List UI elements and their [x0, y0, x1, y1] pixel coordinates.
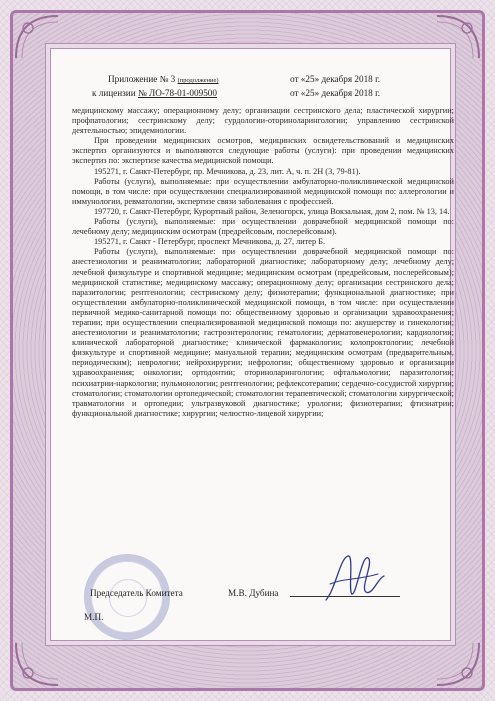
chair-name: М.В. Дубина [228, 588, 279, 598]
address-paragraph: 195271, г. Санкт-Петербург, пр. Мечникова, д. 23, лит. А, ч. п. 2Н (3, 79-81). [94, 166, 361, 176]
appendix-heading [108, 74, 219, 84]
license-heading [92, 88, 217, 98]
paragraph: Работы (услуги), выполняемые: при осуществлении амбулаторно-поликлинической медицинской помощи, в том числе: при осуществлении специализированной медицинской помощи по: аллергологии и иммунологии, ревматологии, экспертизе связи заболевания с профессией. [72, 176, 454, 206]
date-line-1: от «25» декабря 2018 г. [290, 74, 381, 84]
paragraph: При проведении медицинских осмотров, медицинских освидетельствований и медицинских экспертиз организуются и выполняются следующие работы (услуги): при проведении медицинских экспертиз по: экспертизе качества медицинской помощи. [72, 136, 454, 166]
appendix-note: (продолжение) [177, 77, 219, 84]
appendix-prefix: Приложение № 3 [108, 74, 176, 84]
license-prefix: к лицензии [92, 88, 136, 98]
services-text [72, 106, 454, 419]
corner-ornament-icon [14, 641, 60, 687]
stamp-center [109, 579, 147, 617]
corner-ornament-icon [435, 641, 481, 687]
date-line-2: от «25» декабря 2018 г. [290, 88, 381, 98]
paragraph: медицинскому массажу; операционному делу; организации сестринского дела; пластической хирургии; профпатологии; сестринскому делу; сурдологии-оториноларингологии; управлению сестринской деятельностью; эпидемиологии. [72, 106, 454, 136]
address-paragraph: 195271, г. Санкт - Петербург, проспект Мечникова, д. 27, литер Б. [94, 237, 326, 247]
chair-label: Председатель Комитета [90, 588, 183, 598]
handwritten-signature [318, 548, 388, 608]
paragraph: Работы (услуги), выполняемые: при осуществлении доврачебной медицинской помощи по: лечебному делу; медицинским осмотрам (предрейсовым, послерейсовым). [72, 217, 454, 237]
paragraph: Работы (услуги), выполняемые: при осуществлении доврачебной медицинской помощи по: анестезиологии и реаниматологии; лабораторной диагностике; лабораторному делу; лечебному делу; лечебной физкультуре и спортивной медицине; медицинским осмотрам (предрейсовым, послерейсовым); медицинской статистике; медицинскому массажу; операционному делу; организации сестринского дела; паразитологии; рентгенологии; сестринскому делу; физиотерапии; функциональной диагностике; при осуществлении амбулаторно-поликлинической медицинской помощи, в том числе: при осуществлении первичной медико-санитарной помощи по: общественному здоровью и организации здравоохранения; терапии; при осуществлении специализированной медицинской помощи по: акушерству и гинекологии; анестезиологии и реаниматологии; гастроэнтерологии; гематологии; дерматовенерологии; кардиологии; клинической лабораторной диагностике; клинической фармакологии; колопроктологии; лечебной физкультуре и спортивной медицине; мануальной терапии; медицинским осмотрам (предварительным, периодическим); неврологии; нейрохирургии; нефрологии; общественному здоровью и организации здравоохранения; онкологии; ортодонтии; оториноларингологии; офтальмологии; паразитологии; психиатрии-наркологии; пульмонологии; рентгенологии; рефлексотерапии; сердечно-сосудистой хирургии; стоматологии; стоматологии ортопедической; стоматологии терапевтической; стоматологии хирургической; травматологии и ортопедии; ультразвуковой диагностике; урологии; физиотерапии; фтизиатрии; функциональной диагностике; хирургии; челюстно-лицевой хирургии; [72, 247, 454, 418]
address-paragraph: 197720, г. Санкт-Петербург, Курортный район, Зеленогорск, улица Вокзальная, дом 2, пом. № 13, 14. [94, 206, 450, 216]
seal-label: М.П. [84, 612, 104, 622]
license-number: № ЛО-78-01-009500 [137, 88, 217, 98]
